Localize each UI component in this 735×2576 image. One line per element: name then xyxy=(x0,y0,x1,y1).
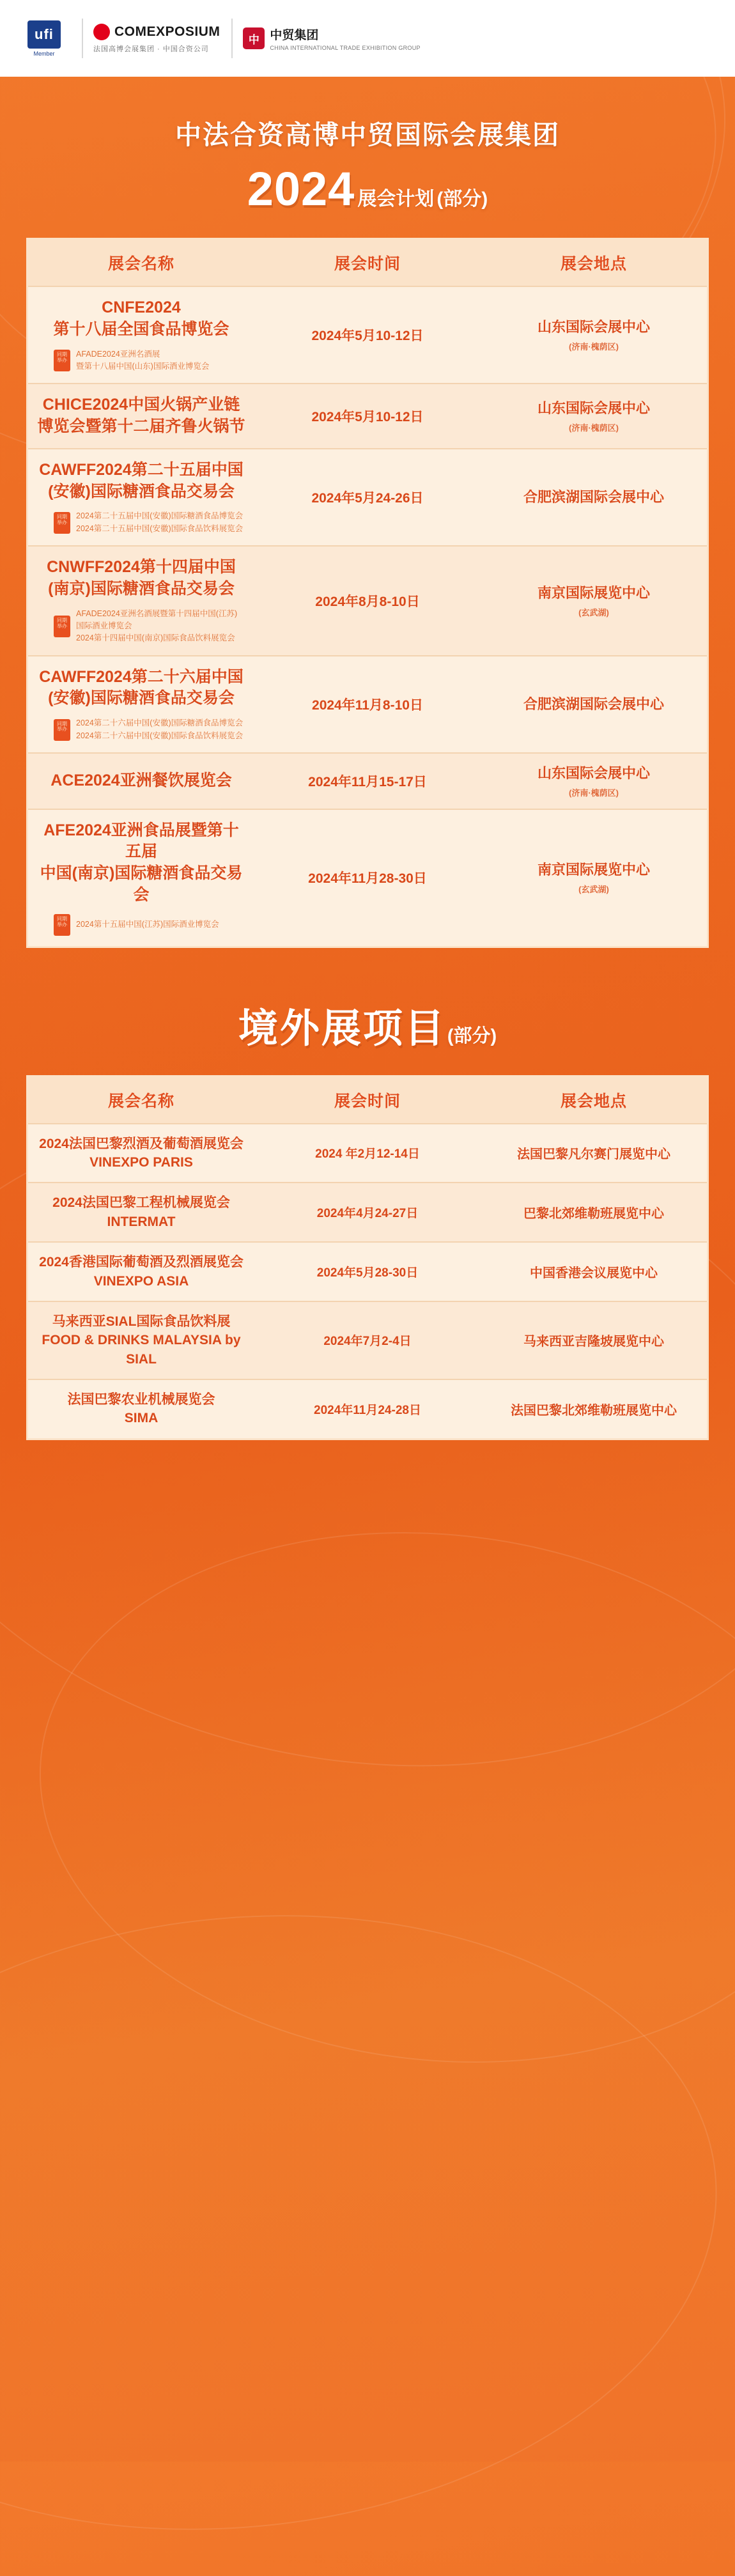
event-place: 法国巴黎北郊维勒班展览中心 xyxy=(511,1403,677,1418)
event-place-sub: (济南·槐荫区) xyxy=(569,423,619,433)
cell-event-time xyxy=(254,286,481,384)
concurrent-badge: 同期举办 xyxy=(54,616,70,637)
page-title-rest: 展会计划 xyxy=(357,189,435,210)
event-time: 2024年5月28-30日 xyxy=(316,1266,419,1280)
ufi-mark: ufi xyxy=(27,20,61,49)
cell-event-place xyxy=(481,1124,707,1183)
event-name-line: CHICE2024中国火锅产业链 xyxy=(42,396,240,414)
event-name-cn: 马来西亚SIAL国际食品饮料展 xyxy=(52,1314,231,1329)
table-header-row xyxy=(28,1077,707,1124)
cell-event-name xyxy=(28,1183,254,1242)
domestic-events-body xyxy=(28,286,707,946)
header-event-time: 展会时间 xyxy=(254,1077,481,1124)
cell-event-place xyxy=(481,753,707,809)
event-name-en: SIMA xyxy=(124,1411,159,1426)
cell-event-place xyxy=(481,1301,707,1379)
domestic-events-table-wrap xyxy=(26,238,709,948)
cell-event-time xyxy=(254,1301,481,1379)
cell-event-place xyxy=(481,384,707,449)
concurrent-events xyxy=(36,348,247,373)
cell-event-name xyxy=(28,1379,254,1438)
table-row xyxy=(28,546,707,656)
event-name-en: VINEXPO ASIA xyxy=(93,1273,189,1289)
event-place: 马来西亚吉隆坡展览中心 xyxy=(523,1335,664,1349)
cell-event-place xyxy=(481,656,707,753)
cell-event-time xyxy=(254,1183,481,1242)
comexposium-name: COMEXPOSIUM xyxy=(114,24,220,39)
event-name-line: CAWFF2024第二十六届中国 xyxy=(39,667,244,686)
event-time: 2024年11月28-30日 xyxy=(308,871,427,887)
zhongmao-cn-name: 中贸集团 xyxy=(270,29,319,42)
event-time: 2024年7月2-4日 xyxy=(323,1335,412,1349)
cell-event-time xyxy=(254,753,481,809)
header-event-time: 展会时间 xyxy=(254,240,481,286)
concurrent-badge: 同期举办 xyxy=(54,719,70,741)
event-name-en: FOOD & DRINKS MALAYSIA by SIAL xyxy=(42,1333,241,1367)
event-name-line: AFE2024亚洲食品展暨第十五届 xyxy=(43,821,239,861)
cell-event-place xyxy=(481,809,707,946)
page-title-line1: 中法合资高博中贸国际会展集团 xyxy=(175,120,560,150)
event-name-cn: 2024法国巴黎烈酒及葡萄酒展览会 xyxy=(39,1136,244,1151)
cell-event-name xyxy=(28,1242,254,1301)
comexposium-cn-name: 法国高博会展集团 · 中国合资公司 xyxy=(93,45,209,53)
cell-event-time xyxy=(254,656,481,753)
event-name-line: CNWFF2024第十四届中国 xyxy=(47,558,236,576)
concurrent-badge: 同期举办 xyxy=(54,914,70,936)
event-time: 2024年11月15-17日 xyxy=(308,774,427,789)
event-place-sub: (济南·槐荫区) xyxy=(569,788,619,798)
event-name-line: ACE2024亚洲餐饮展览会 xyxy=(50,771,232,789)
event-time: 2024年5月10-12日 xyxy=(311,410,424,424)
event-place: 合肥滨湖国际会展中心 xyxy=(523,695,664,712)
zhongmao-logo xyxy=(231,19,420,58)
cell-event-name xyxy=(28,656,254,753)
decorative-arc-5 xyxy=(0,1869,735,2576)
concurrent-line: 2024第二十五届中国(安徽)国际糖酒食品博览会 xyxy=(76,511,244,521)
cell-event-name xyxy=(28,546,254,656)
concurrent-events xyxy=(36,717,247,742)
cell-event-name xyxy=(28,809,254,946)
cell-event-name xyxy=(28,384,254,449)
event-time: 2024年8月8-10日 xyxy=(315,594,420,609)
top-logo-bar xyxy=(0,0,735,77)
cell-event-place xyxy=(481,286,707,384)
table-row xyxy=(28,1301,707,1379)
table-row xyxy=(28,384,707,449)
cell-event-time xyxy=(254,449,481,546)
page-title-year: 2024 xyxy=(247,162,355,215)
event-time: 2024年11月24-28日 xyxy=(314,1403,421,1417)
concurrent-line: 2024第二十六届中国(安徽)国际糖酒食品博览会 xyxy=(76,718,244,728)
event-place-sub: (玄武湖) xyxy=(578,884,609,894)
event-time: 2024年5月10-12日 xyxy=(311,329,424,344)
concurrent-line: 2024第二十六届中国(安徽)国际食品饮料展览会 xyxy=(76,731,244,740)
ufi-logo xyxy=(17,20,72,57)
event-name-line: 第十八届全国食品博览会 xyxy=(53,320,229,338)
event-time: 2024年11月8-10日 xyxy=(312,697,423,713)
cell-event-time xyxy=(254,546,481,656)
cell-event-name xyxy=(28,1124,254,1183)
overseas-events-table-wrap xyxy=(26,1075,709,1440)
table-row xyxy=(28,753,707,809)
event-place: 山东国际会展中心 xyxy=(537,764,650,781)
logo-divider-1 xyxy=(82,19,83,58)
event-name-en: VINEXPO PARIS xyxy=(89,1154,193,1170)
zhongmao-en-name: CHINA INTERNATIONAL TRADE EXHIBITION GROUP xyxy=(270,45,421,51)
cell-event-place xyxy=(481,449,707,546)
event-time: 2024年4月24-27日 xyxy=(316,1207,419,1221)
event-place: 南京国际展览中心 xyxy=(537,584,650,601)
header-event-name: 展会名称 xyxy=(28,240,254,286)
comexposium-logo xyxy=(93,24,220,54)
event-name-cn: 2024香港国际葡萄酒及烈酒展览会 xyxy=(39,1255,244,1270)
domestic-events-table xyxy=(28,240,707,946)
concurrent-events xyxy=(36,914,247,936)
event-name-cn: 2024法国巴黎工程机械展览会 xyxy=(52,1195,230,1211)
cell-event-time xyxy=(254,1379,481,1438)
header-event-place: 展会地点 xyxy=(481,1077,707,1124)
cell-event-time xyxy=(254,809,481,946)
cell-event-name xyxy=(28,286,254,384)
cell-event-name xyxy=(28,753,254,809)
table-row xyxy=(28,1124,707,1183)
concurrent-line: 2024第十四届中国(南京)国际食品饮料展览会 xyxy=(76,633,235,643)
cell-event-time xyxy=(254,1124,481,1183)
event-place: 合肥滨湖国际会展中心 xyxy=(523,489,664,506)
cell-event-place xyxy=(481,1379,707,1438)
overseas-events-body xyxy=(28,1124,707,1438)
table-header-row xyxy=(28,240,707,286)
overseas-section-title xyxy=(0,997,735,1053)
overseas-events-table xyxy=(28,1077,707,1438)
table-row xyxy=(28,809,707,946)
bottom-spacer xyxy=(0,1440,735,1536)
concurrent-badge: 同期举办 xyxy=(54,512,70,534)
event-place: 法国巴黎凡尔赛门展览中心 xyxy=(517,1147,670,1162)
concurrent-events xyxy=(36,510,247,535)
cell-event-time xyxy=(254,1242,481,1301)
event-place: 山东国际会展中心 xyxy=(537,319,650,336)
event-name-line: 中国(南京)国际糖酒食品交易会 xyxy=(40,864,243,904)
cell-event-place xyxy=(481,1242,707,1301)
event-name-line: 博览会暨第十二届齐鲁火锅节 xyxy=(37,417,245,435)
cell-event-name xyxy=(28,449,254,546)
table-row xyxy=(28,1183,707,1242)
event-time: 2024 年2月12-14日 xyxy=(315,1147,420,1161)
event-name-en: INTERMAT xyxy=(107,1214,176,1229)
table-row xyxy=(28,286,707,384)
page-title-paren: (部分) xyxy=(437,189,488,210)
event-name-line: (南京)国际糖酒食品交易会 xyxy=(48,579,235,598)
event-name-line: (安徽)国际糖酒食品交易会 xyxy=(48,482,235,500)
table-row xyxy=(28,656,707,753)
concurrent-badge: 同期举办 xyxy=(54,350,70,371)
concurrent-events xyxy=(36,608,247,645)
concurrent-line: 国际酒业博览会 xyxy=(76,621,132,630)
concurrent-line: 2024第十五届中国(江苏)国际酒业博览会 xyxy=(76,919,219,929)
event-place: 中国香港会议展览中心 xyxy=(530,1266,658,1281)
event-time: 2024年5月24-26日 xyxy=(311,490,424,506)
event-name-line: (安徽)国际糖酒食品交易会 xyxy=(48,689,235,708)
cell-event-name xyxy=(28,1301,254,1379)
cell-event-place xyxy=(481,546,707,656)
event-place-sub: (玄武湖) xyxy=(578,607,609,617)
cell-event-time xyxy=(254,384,481,449)
decorative-arc-4 xyxy=(13,1494,735,2102)
event-place: 巴黎北郊维勒班展览中心 xyxy=(523,1207,664,1222)
comexposium-dot-icon xyxy=(93,24,110,40)
page-title-block xyxy=(0,77,735,216)
concurrent-line: AFADE2024亚洲名酒展暨第十四届中国(江苏) xyxy=(76,609,238,618)
header-event-place: 展会地点 xyxy=(481,240,707,286)
concurrent-line: 2024第二十五届中国(安徽)国际食品饮料展览会 xyxy=(76,524,244,533)
overseas-title-sub: (部分) xyxy=(447,1025,497,1046)
event-place: 南京国际展览中心 xyxy=(537,862,650,878)
concurrent-line: AFADE2024亚洲名酒展 xyxy=(76,349,160,359)
event-place-sub: (济南·槐荫区) xyxy=(569,341,619,352)
event-place: 山东国际会展中心 xyxy=(537,400,650,417)
concurrent-line: 暨第十八届中国(山东)国际酒业博览会 xyxy=(76,361,210,371)
header-event-name: 展会名称 xyxy=(28,1077,254,1124)
ufi-member-label: Member xyxy=(33,50,55,57)
zhongmao-badge-icon: 中 xyxy=(243,27,265,49)
overseas-title-main: 境外展项目 xyxy=(238,1006,446,1051)
table-row xyxy=(28,1379,707,1438)
cell-event-place xyxy=(481,1183,707,1242)
table-row xyxy=(28,449,707,546)
event-name-cn: 法国巴黎农业机械展览会 xyxy=(67,1392,215,1408)
table-row xyxy=(28,1242,707,1301)
event-name-line: CAWFF2024第二十五届中国 xyxy=(39,460,244,479)
event-name-line: CNFE2024 xyxy=(102,299,181,316)
